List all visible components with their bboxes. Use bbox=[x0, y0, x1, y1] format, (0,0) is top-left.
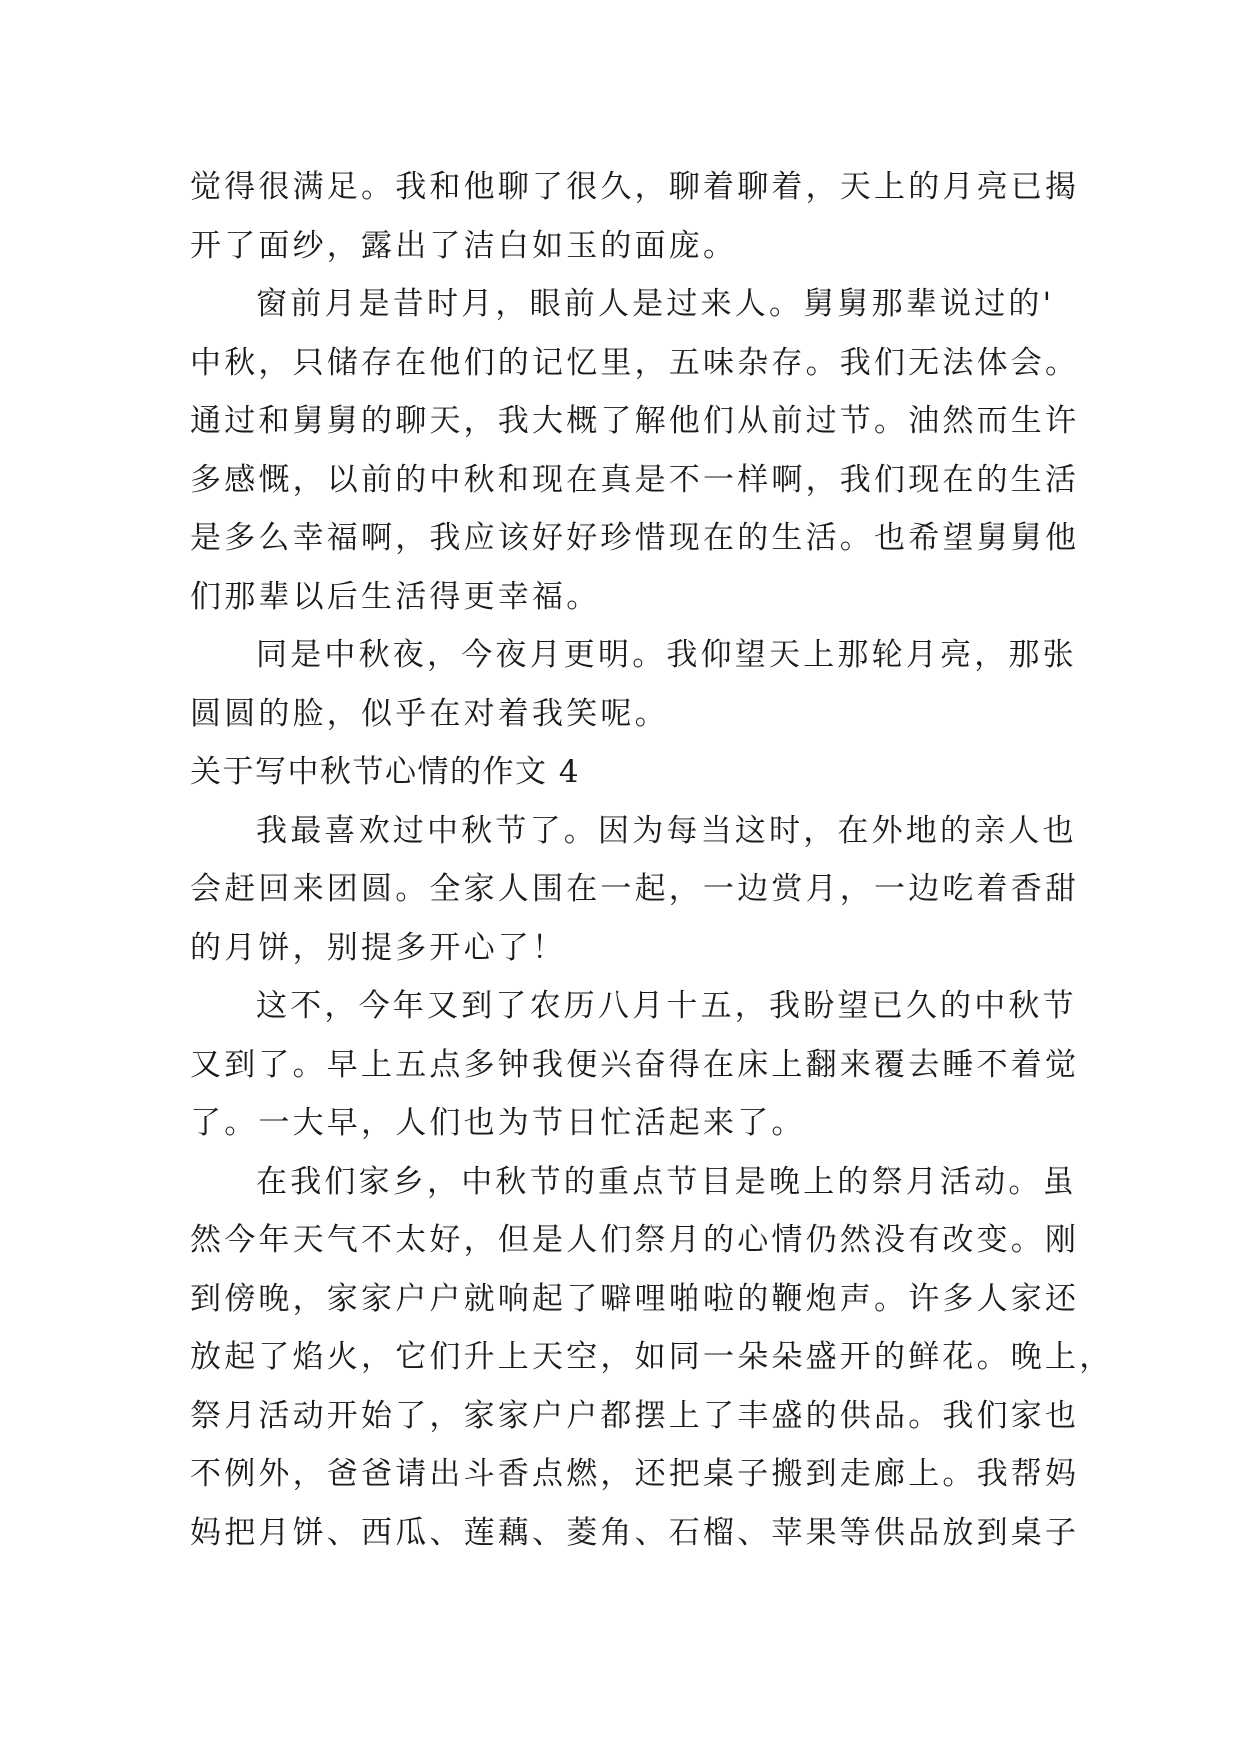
text-line: 不例外，爸爸请出斗香点燃，还把桌子搬到走廊上。我帮妈 bbox=[190, 1456, 1080, 1492]
text-line: 放起了焰火，它们升上天空，如同一朵朵盛开的鲜花。晚上， bbox=[190, 1339, 1114, 1375]
text-line: 开了面纱，露出了洁白如玉的面庞。 bbox=[190, 227, 738, 264]
section-heading: 关于写中秋节心情的作文 4 bbox=[190, 754, 581, 790]
text-line: 祭月活动开始了，家家户户都摆上了丰盛的供品。我们家也 bbox=[190, 1397, 1080, 1434]
text-line: 到傍晚，家家户户就响起了噼哩啪啦的鞭炮声。许多人家还 bbox=[190, 1280, 1080, 1317]
paragraph-start-line: 在我们家乡，中秋节的重点节目是晚上的祭月活动。虽 bbox=[256, 1163, 1077, 1200]
paragraph-start-line: 我最喜欢过中秋节了。因为每当这时，在外地的亲人也 bbox=[256, 812, 1077, 849]
text-line: 是多么幸福啊，我应该好好珍惜现在的生活。也希望舅舅他 bbox=[190, 520, 1080, 556]
text-line: 会赶回来团圆。全家人围在一起，一边赏月，一边吃着香甜 bbox=[190, 871, 1080, 907]
text-line: 又到了。早上五点多钟我便兴奋得在床上翻来覆去睡不着觉 bbox=[190, 1046, 1080, 1083]
paragraph-start-line: 这不，今年又到了农历八月十五，我盼望已久的中秋节 bbox=[256, 988, 1077, 1024]
text-line: 然今年天气不太好，但是人们祭月的心情仍然没有改变。刚 bbox=[190, 1222, 1080, 1258]
text-line: 的月饼，别提多开心了！ bbox=[190, 929, 567, 966]
text-line: 通过和舅舅的聊天，我大概了解他们从前过节。油然而生许 bbox=[190, 403, 1080, 439]
paragraph-start-line: 同是中秋夜，今夜月更明。我仰望天上那轮月亮，那张 bbox=[256, 637, 1077, 673]
text-line: 们那辈以后生活得更幸福。 bbox=[190, 578, 601, 615]
text-line: 圆圆的脸，似乎在对着我笑呢。 bbox=[190, 695, 669, 732]
paragraph-start-line: 窗前月是昔时月，眼前人是过来人。舅舅那辈说过的' bbox=[256, 286, 1055, 322]
document-body bbox=[190, 158, 1114, 1562]
text-line: 多感慨，以前的中秋和现在真是不一样啊，我们现在的生活 bbox=[190, 461, 1080, 498]
text-line: 觉得很满足。我和他聊了很久，聊着聊着，天上的月亮已揭 bbox=[190, 169, 1080, 205]
text-line: 中秋，只储存在他们的记忆里，五味杂存。我们无法体会。 bbox=[190, 344, 1080, 381]
text-line: 了。一大早，人们也为节日忙活起来了。 bbox=[190, 1105, 806, 1141]
text-line: 妈把月饼、西瓜、莲藕、菱角、石榴、苹果等供品放到桌子 bbox=[190, 1514, 1080, 1551]
